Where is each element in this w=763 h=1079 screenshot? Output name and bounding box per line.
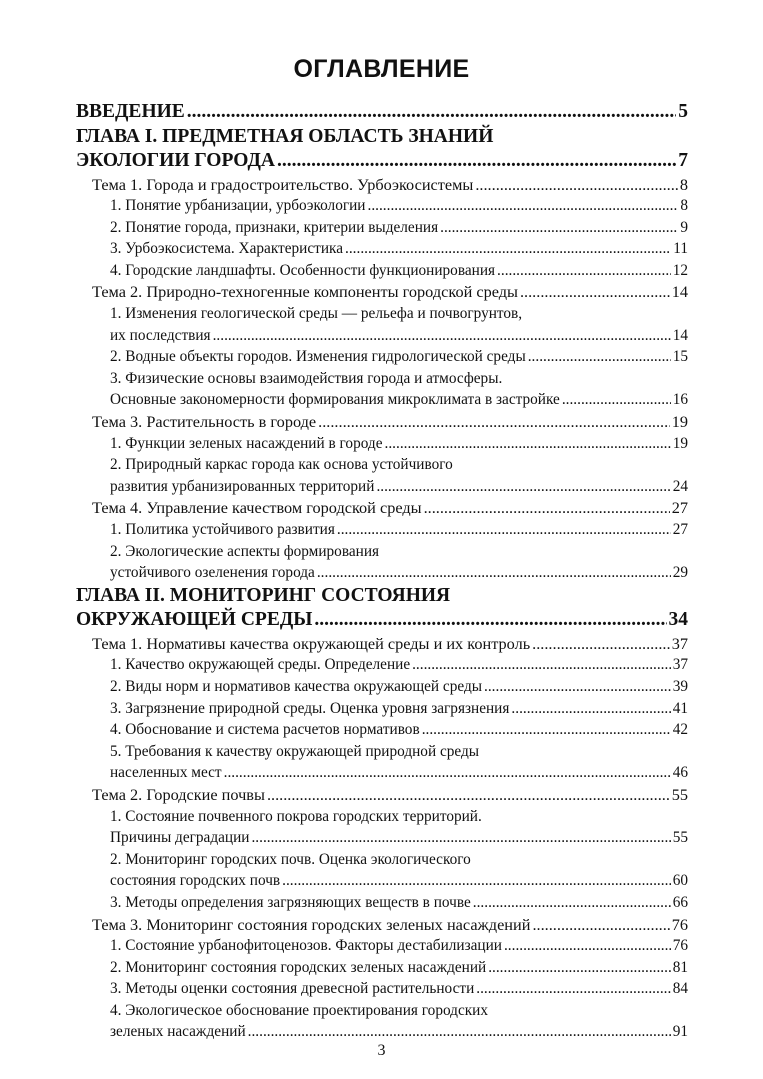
dot-leader [497,260,671,282]
toc-page-number: 55 [671,784,688,804]
toc-page-number: 66 [672,893,688,911]
dot-leader [318,411,670,433]
toc-subtopic-entry[interactable] [76,849,688,892]
toc-page-number: 37 [672,656,688,674]
toc-subtopic-entry[interactable] [76,303,688,346]
toc-page-number: 7 [678,150,688,171]
toc-page-number: 42 [672,721,688,739]
toc-page-number: 9 [680,218,688,236]
toc-page-number: 39 [672,677,688,695]
toc-subtopic-entry[interactable] [76,806,688,849]
toc-entry-title: ОКРУЖАЮЩЕЙ СРЕДЫ [76,609,313,631]
toc-entry-title: 1. Функции зеленых насаждений в городе [110,434,383,452]
dot-leader [224,762,671,784]
dot-leader [520,281,670,303]
toc-entry-title: населенных мест [110,764,222,782]
dot-leader [532,633,670,655]
toc-topic-entry[interactable] [76,633,688,655]
toc-entry-title: Основные закономерности формирования микроклимата в застройке [110,391,560,409]
dot-leader [314,608,666,633]
toc-page-number: 29 [672,564,688,582]
dot-leader [532,914,669,936]
toc-entry-title: 2. Понятие города, признаки, критерии выделения [110,218,439,236]
toc-page-number: 27 [672,521,688,538]
dot-leader [528,346,671,368]
dot-leader [345,238,671,260]
toc-entry-title: Тема 1. Города и градостроительство. Урбоэкосистемы [92,174,474,194]
dot-leader [277,149,676,174]
toc-page-number: 41 [672,699,688,717]
toc-page-number: 76 [671,914,688,934]
toc-subtopic-entry[interactable] [76,978,688,1000]
toc-page-number: 12 [672,261,688,279]
toc-subtopic-entry[interactable] [76,676,688,698]
toc-entry-title: 3. Методы оценки состояния древесной растительности [110,980,475,998]
toc-page-number: 81 [672,958,688,976]
toc-page-number: 60 [672,872,688,890]
toc-entry-title: развития урбанизированных территорий [110,477,375,495]
toc-page-number: 91 [672,1023,688,1041]
dot-leader [317,562,671,584]
toc-page-number: 34 [668,609,688,631]
toc-entry-title: 1. Качество окружающей среды. Определение [110,656,411,674]
toc-entry-title: ГЛАВА II. МОНИТОРИНГ СОСТОЯНИЯ [76,584,451,606]
toc-subtopic-entry[interactable] [76,368,688,411]
toc-entry-title: состояния городских почв [110,872,281,890]
toc-page-number: 14 [671,282,688,302]
toc-entry-title: 3. Физические основы взаимодействия города и атмосферы. [110,369,503,387]
page-title: ОГЛАВЛЕНИЕ [293,55,470,83]
toc-subtopic-entry[interactable] [76,541,688,584]
toc-subtopic-entry[interactable] [76,433,688,455]
dot-leader [424,497,670,519]
toc-entry-title: 4. Городские ландшафты. Особенности функционирования [110,261,496,279]
toc-subtopic-entry[interactable] [76,957,688,979]
toc-entry-title: Тема 1. Нормативы качества окружающей среды и их контроль [92,633,531,653]
dot-leader [476,978,670,1000]
toc-chapter-entry[interactable] [76,584,688,633]
toc-entry-title: 5. Требования к качеству окружающей природной среды [110,742,480,760]
toc-entry-title: 1. Изменения геологической среды — рельефа и почвогрунтов, [110,305,523,323]
page-number: 3 [377,1042,386,1059]
table-of-contents [76,100,688,1043]
toc-entry-title: 2. Водные объекты городов. Изменения гидрологической среды [110,348,526,366]
dot-leader [511,698,670,720]
dot-leader [187,100,676,125]
toc-page-number: 11 [673,240,688,258]
dot-leader [484,676,671,698]
toc-subtopic-entry[interactable] [76,892,688,914]
toc-page-number: 37 [671,633,688,653]
dot-leader [368,195,679,217]
toc-page-number: 24 [672,477,688,495]
dot-leader [562,389,671,411]
dot-leader [213,325,671,347]
toc-subtopic-entry[interactable] [76,260,688,282]
toc-subtopic-entry[interactable] [76,346,688,368]
toc-entry-title: устойчивого озеленения города [110,564,315,582]
toc-entry-title: Тема 2. Городские почвы [92,784,265,804]
toc-page-number: 46 [672,764,688,782]
toc-entry-title: 1. Политика устойчивого развития [110,521,335,538]
toc-entry-title: 2. Мониторинг состояния городских зеленых насаждений [110,958,487,976]
dot-leader [412,654,671,676]
toc-page-number: 15 [672,348,688,366]
toc-subtopic-entry[interactable] [76,698,688,720]
toc-entry-title: зеленых насаждений [110,1023,246,1041]
toc-chapter-entry[interactable] [76,100,688,125]
toc-entry-title: Тема 4. Управление качеством городской среды [92,498,422,518]
toc-chapter-entry[interactable] [76,125,688,174]
dot-leader [337,519,671,541]
toc-entry-title: Причины деградации [110,829,250,847]
toc-entry-title: 1. Состояние урбанофитоценозов. Факторы дестабилизации [110,937,502,955]
toc-entry-title: Тема 3. Растительность в городе [92,412,317,432]
dot-leader [251,827,670,849]
toc-entry-title: 1. Понятие урбанизации, урбоэкологии [110,197,366,215]
toc-topic-entry[interactable] [76,411,688,433]
toc-page-number: 19 [672,434,688,452]
toc-subtopic-entry[interactable] [76,1000,688,1043]
toc-topic-entry[interactable] [76,497,688,519]
dot-leader [248,1021,671,1043]
toc-page-number: 84 [672,980,688,998]
dot-leader [475,174,678,196]
toc-page-number: 55 [672,829,688,847]
toc-subtopic-entry[interactable] [76,454,688,497]
toc-subtopic-entry[interactable] [76,719,688,741]
toc-entry-title: 3. Загрязнение природной среды. Оценка уровня загрязнения [110,699,510,717]
dot-leader [473,892,671,914]
toc-entry-title: 1. Состояние почвенного покрова городских территорий. [110,807,482,825]
toc-entry-title: 4. Обоснование и система расчетов нормативов [110,721,420,739]
toc-entry-title: 2. Виды норм и нормативов качества окружающей среды [110,677,483,695]
dot-leader [267,784,670,806]
toc-subtopic-entry[interactable] [76,217,688,239]
toc-entry-title: 4. Экологическое обоснование проектирования городских [110,1001,489,1019]
toc-subtopic-entry[interactable] [76,238,688,260]
toc-page-number: 8 [680,197,688,215]
toc-entry-title: 2. Экологические аспекты формирования [110,542,380,560]
toc-topic-entry[interactable] [76,784,688,806]
toc-entry-title: ЭКОЛОГИИ ГОРОДА [76,150,275,171]
toc-entry-title: ВВЕДЕНИЕ [76,101,185,122]
dot-leader [440,217,678,239]
toc-topic-entry[interactable] [76,281,688,303]
toc-entry-title: 3. Урбоэкосистема. Характеристика [110,240,344,258]
toc-subtopic-entry[interactable] [76,654,688,676]
toc-page-number: 19 [671,412,688,432]
dot-leader [376,476,670,498]
toc-entry-title: ГЛАВА I. ПРЕДМЕТНАЯ ОБЛАСТЬ ЗНАНИЙ [76,125,494,147]
toc-entry-title: Тема 2. Природно-техногенные компоненты городской среды [92,282,518,302]
toc-page-number: 27 [671,498,688,518]
toc-subtopic-entry[interactable] [76,741,688,784]
dot-leader [488,957,671,979]
toc-subtopic-entry[interactable] [76,195,688,217]
toc-topic-entry[interactable] [76,174,688,196]
toc-entry-title: Тема 3. Мониторинг состояния городских зеленых насаждений [92,914,531,934]
toc-topic-entry[interactable] [76,914,688,936]
toc-page-number: 5 [678,101,688,122]
toc-entry-title: 3. Методы определения загрязняющих веществ в почве [110,893,471,911]
toc-entry-title: 2. Мониторинг городских почв. Оценка экологического [110,850,471,868]
toc-page-number: 8 [679,174,688,194]
dot-leader [504,935,671,957]
toc-page-number: 14 [672,326,688,344]
toc-entry-title: их последствия [110,326,211,344]
dot-leader [385,433,671,455]
toc-page-number: 16 [672,391,688,409]
dot-leader [422,719,671,741]
toc-page-number: 76 [672,937,688,955]
dot-leader [282,870,671,892]
toc-subtopic-entry[interactable] [76,519,688,541]
toc-subtopic-entry[interactable] [76,935,688,957]
toc-entry-title: 2. Природный каркас города как основа устойчивого [110,456,453,474]
